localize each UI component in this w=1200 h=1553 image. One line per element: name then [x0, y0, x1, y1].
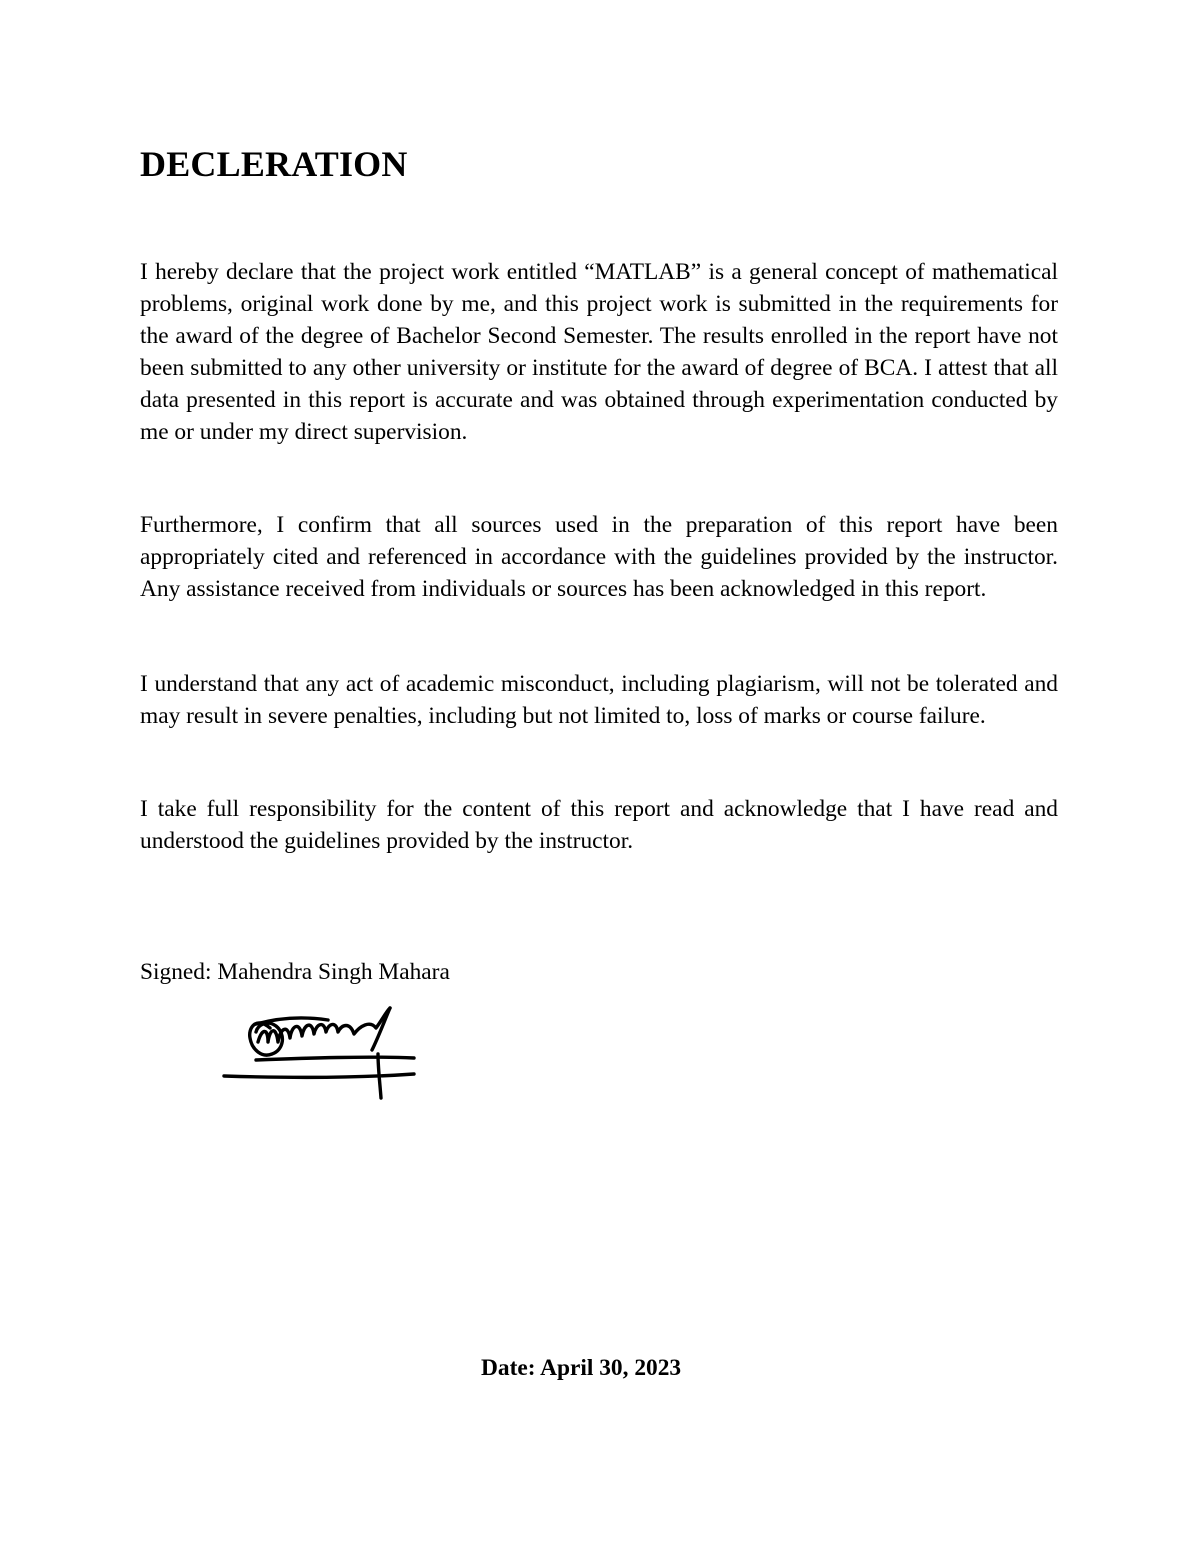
- signature-underline-lower: [224, 1074, 414, 1077]
- signature-vertical-tick: [378, 1054, 381, 1098]
- handwritten-signature-icon: [218, 998, 424, 1102]
- declaration-paragraph-1-container: [140, 256, 1058, 448]
- declaration-paragraph-2-container: [140, 509, 1058, 605]
- page-title: DECLERATION: [140, 144, 408, 184]
- declaration-paragraph-4: I take full responsibility for the content of this report and acknowledge that I have read and understood the guidelines provided by the instructor.: [140, 796, 1058, 854]
- signed-by-line: Signed: Mahendra Singh Mahara: [140, 959, 450, 985]
- declaration-paragraph-2: Furthermore, I confirm that all sources used in the preparation of this report have been appropriately cited and referenced in accordance with the guidelines provided by the instructor. Any assistance received from individuals or sources has been acknowledged in this report.: [140, 512, 1058, 602]
- signature-stroke-humps: [258, 1008, 390, 1042]
- declaration-paragraph-4-container: [140, 793, 1058, 857]
- signature-underline-upper: [256, 1057, 414, 1060]
- declaration-paragraph-3-container: [140, 668, 1058, 732]
- declaration-date: Date: April 30, 2023: [481, 1355, 682, 1381]
- signature-stroke-top: [256, 1018, 328, 1024]
- declaration-paragraph-1: I hereby declare that the project work entitled “MATLAB” is a general concept of mathematical problems, original work done by me, and this project work is submitted in the requirements for the award of the degree of Bachelor Second Semester. The results enrolled in the report have not been submitted to any other university or institute for the award of degree of BCA. I attest that all data presented in this report is accurate and was obtained through experimentation conducted by me or under my direct supervision.: [140, 259, 1058, 445]
- declaration-paragraph-3: I understand that any act of academic misconduct, including plagiarism, will not be tolerated and may result in severe penalties, including but not limited to, loss of marks or course failure.: [140, 671, 1058, 729]
